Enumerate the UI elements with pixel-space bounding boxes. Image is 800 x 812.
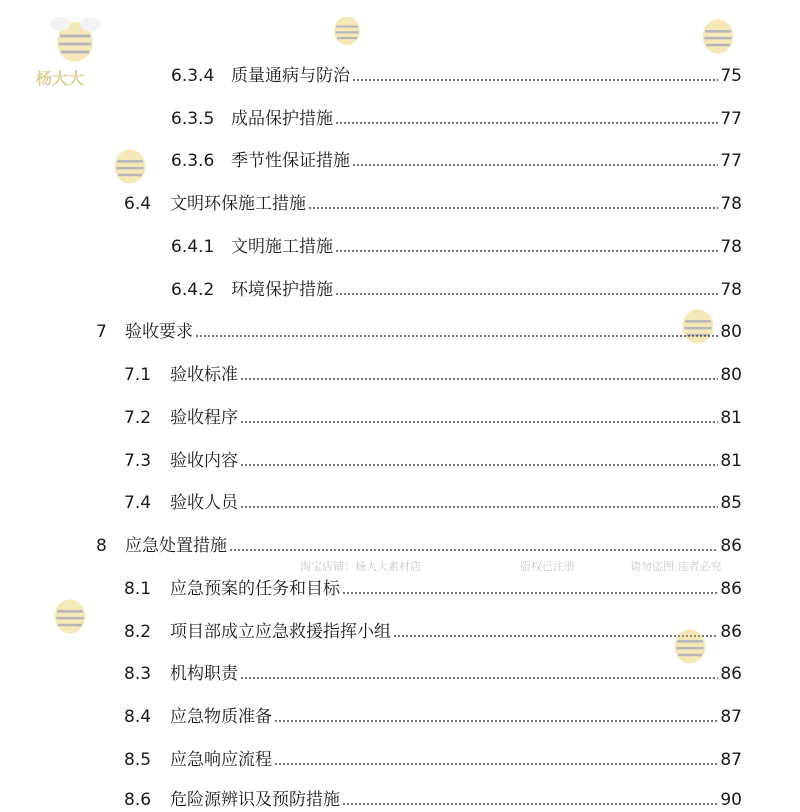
toc-dot-leader: [195, 335, 718, 337]
toc-entry-page: 86: [720, 579, 742, 599]
toc-entry-title: 验收要求: [125, 322, 193, 342]
watermark-copyright-text: 版权已注册: [520, 560, 575, 573]
toc-entry-page: 85: [720, 493, 742, 513]
toc-entry-title: 应急物质准备: [170, 707, 272, 727]
toc-dot-leader: [335, 122, 718, 124]
toc-entry-page: 87: [720, 750, 742, 770]
toc-entry-number: 8.2: [124, 622, 152, 642]
toc-entry-page: 81: [720, 451, 742, 471]
toc-dot-leader: [240, 378, 718, 380]
toc-entry-title: 环境保护措施: [231, 280, 333, 300]
watermark-logo-text: 杨大大: [36, 69, 85, 88]
toc-entry-title: 文明环保施工措施: [170, 194, 306, 214]
toc-entry-page: 86: [720, 536, 742, 556]
toc-dot-leader: [393, 635, 718, 637]
toc-entry[interactable]: [124, 705, 742, 729]
toc-entry-title: 项目部成立应急救援指挥小组: [170, 622, 391, 642]
toc-entry[interactable]: [124, 620, 742, 644]
toc-entry[interactable]: [124, 662, 742, 686]
toc-entry-number: 8.4: [124, 707, 152, 727]
toc-entry[interactable]: [124, 748, 742, 772]
toc-entry-number: 6.4: [124, 194, 152, 214]
toc-entry-page: 78: [720, 280, 742, 300]
toc-entry-number: 6.3.5: [171, 109, 215, 129]
toc-entry-page: 77: [720, 109, 742, 129]
toc-entry-number: 8.3: [124, 664, 152, 684]
toc-entry-number: 6.3.4: [171, 66, 215, 86]
toc-dot-leader: [352, 164, 718, 166]
toc-dot-leader: [240, 421, 718, 423]
toc-entry[interactable]: [124, 363, 742, 387]
toc-dot-leader: [352, 79, 718, 81]
toc-entry-title: 应急处置措施: [125, 536, 227, 556]
toc-entry-number: 8.5: [124, 750, 152, 770]
toc-entry-number: 6.4.2: [171, 280, 215, 300]
toc-entry-title: 应急预案的任务和目标: [170, 579, 340, 599]
toc-entry[interactable]: [124, 192, 742, 216]
toc-dot-leader: [240, 464, 718, 466]
toc-entry-title: 验收程序: [170, 408, 238, 428]
toc-dot-leader: [335, 250, 718, 252]
watermark-shop-text: 淘宝店铺：杨大大素材店: [300, 560, 421, 573]
toc-entry-number: 7.1: [124, 365, 152, 385]
toc-entry-number: 7.4: [124, 493, 152, 513]
toc-dot-leader: [335, 293, 718, 295]
toc-entry-page: 86: [720, 664, 742, 684]
toc-dot-leader: [274, 763, 718, 765]
toc-dot-leader: [229, 549, 718, 551]
toc-entry-page: 90: [720, 790, 742, 810]
toc-entry-title: 文明施工措施: [231, 237, 333, 257]
toc-entry-page: 80: [720, 322, 742, 342]
toc-entry-title: 季节性保证措施: [231, 151, 350, 171]
toc-entry-page: 78: [720, 194, 742, 214]
toc-dot-leader: [240, 677, 718, 679]
toc-entry-number: 6.3.6: [171, 151, 215, 171]
toc-entry-number: 7.2: [124, 408, 152, 428]
toc-entry-title: 成品保护措施: [231, 109, 333, 129]
toc-entry-page: 78: [720, 237, 742, 257]
toc-entry[interactable]: [171, 107, 742, 131]
toc-entry[interactable]: [171, 235, 742, 259]
toc-entry-number: 8.1: [124, 579, 152, 599]
toc-entry-title: 验收标准: [170, 365, 238, 385]
toc-entry-number: 8.6: [124, 790, 152, 810]
toc-entry-title: 质量通病与防治: [231, 66, 350, 86]
toc-entry-page: 86: [720, 622, 742, 642]
toc-entry-page: 87: [720, 707, 742, 727]
toc-dot-leader: [240, 506, 718, 508]
toc-entry-number: 8: [96, 536, 107, 556]
toc-entry[interactable]: [96, 320, 742, 344]
toc-dot-leader: [342, 592, 718, 594]
toc-entry[interactable]: [124, 788, 742, 812]
toc-entry[interactable]: [124, 491, 742, 515]
toc-dot-leader: [274, 720, 718, 722]
toc-dot-leader: [342, 803, 718, 805]
toc-entry[interactable]: [124, 577, 742, 601]
toc-entry-page: 81: [720, 408, 742, 428]
toc-entry[interactable]: [171, 278, 742, 302]
toc-entry-title: 验收内容: [170, 451, 238, 471]
toc-entry[interactable]: [171, 64, 742, 88]
toc-entry-number: 6.4.1: [171, 237, 215, 257]
toc-entry[interactable]: [124, 449, 742, 473]
toc-entry-title: 机构职责: [170, 664, 238, 684]
toc-entry-number: 7.3: [124, 451, 152, 471]
toc-entry-number: 7: [96, 322, 107, 342]
toc-entry[interactable]: [96, 534, 742, 558]
toc-entry[interactable]: [171, 149, 742, 173]
watermark-notice-text: 请勿盗图 违者必究: [630, 560, 722, 573]
toc-entry-title: 应急响应流程: [170, 750, 272, 770]
toc-entry-page: 77: [720, 151, 742, 171]
toc-entry-title: 危险源辨识及预防措施: [170, 790, 340, 810]
toc-entry-title: 验收人员: [170, 493, 238, 513]
toc-entry[interactable]: [124, 406, 742, 430]
toc-entry-page: 75: [720, 66, 742, 86]
toc-entry-page: 80: [720, 365, 742, 385]
toc-dot-leader: [308, 207, 718, 209]
